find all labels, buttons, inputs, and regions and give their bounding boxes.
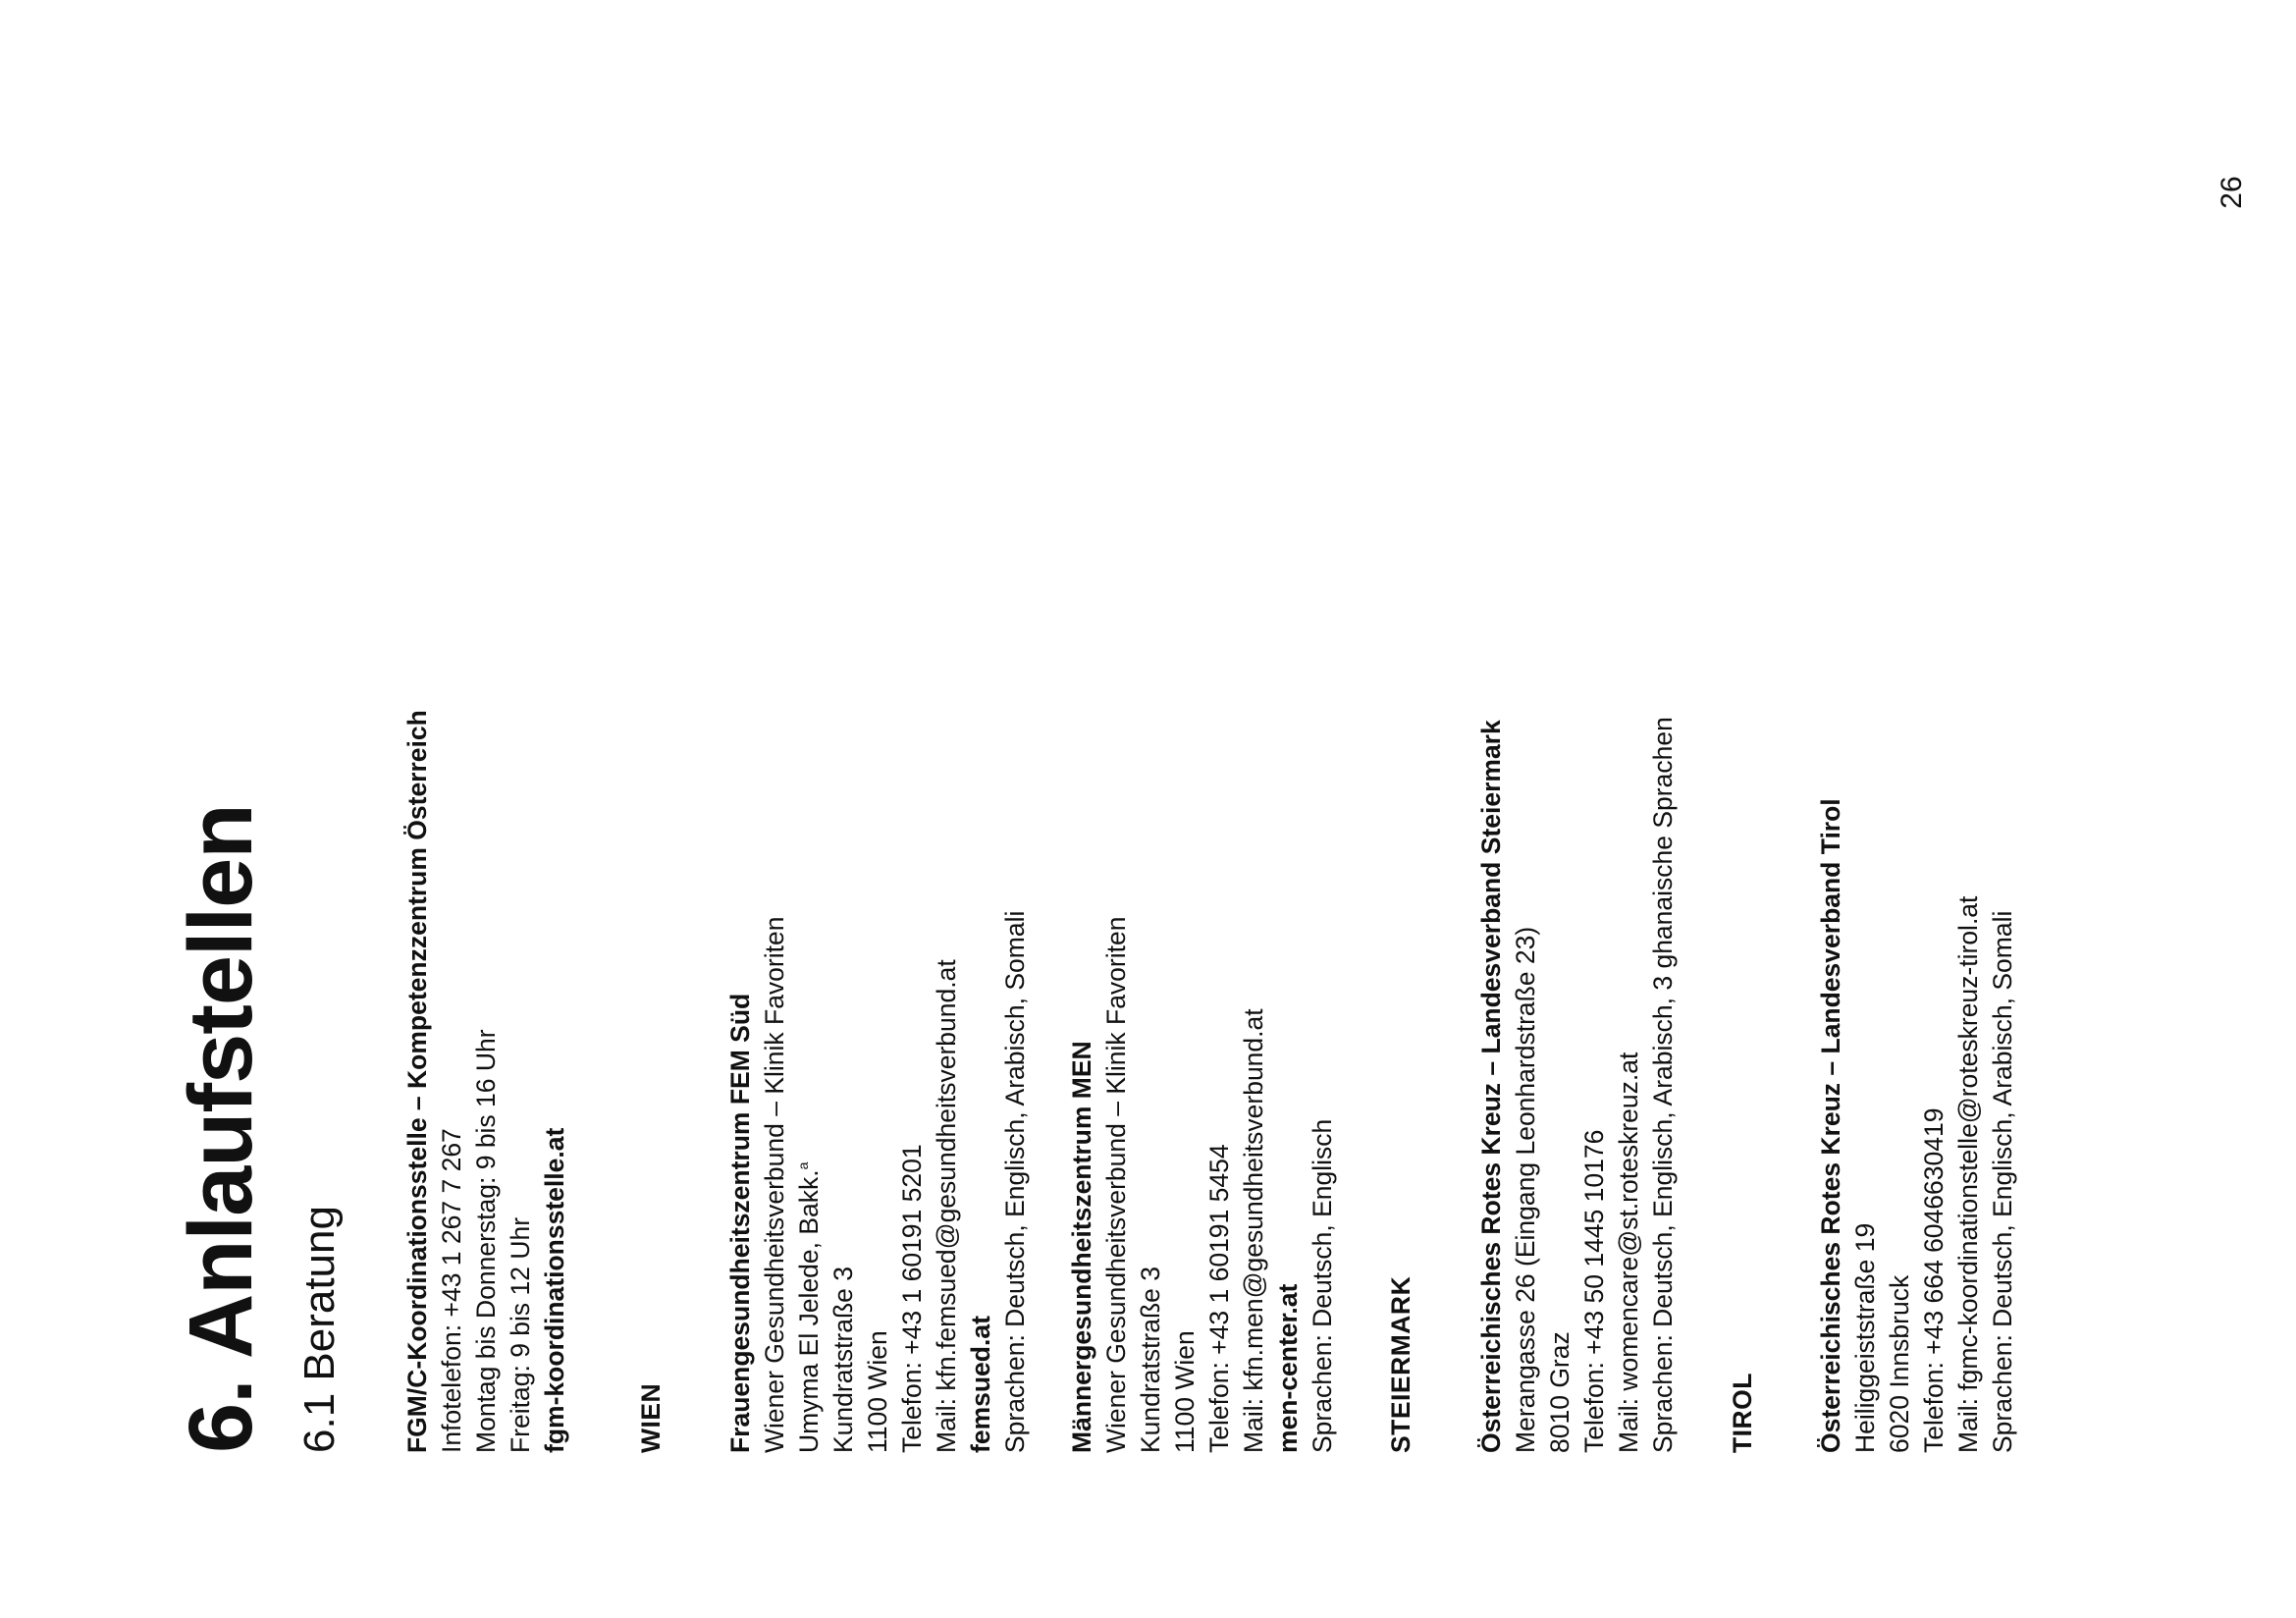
stmk-city: 8010 Graz (1545, 1331, 1575, 1453)
fem-phone: Telefon: +43 1 60191 5201 (897, 1144, 927, 1453)
intro-name: FGM/C-Koordinationsstelle – Kompetenzzentrum Österreich (402, 710, 432, 1453)
tirol-mail[interactable]: Mail: fgmc-koordinationstelle@roteskreuz-tirol.at (1953, 895, 1983, 1453)
fem-sued-block (723, 911, 1033, 1453)
men-phone: Telefon: +43 1 60191 5454 (1204, 1144, 1234, 1453)
stmk-mail[interactable]: Mail: womencare@st.roteskreuz.at (1614, 1052, 1643, 1453)
intro-block (400, 710, 572, 1453)
men-street: Kundratstraße 3 (1136, 1266, 1165, 1453)
fem-name: Frauengesundheitszentrum FEM Süd (725, 993, 755, 1453)
tirol-name: Österreichisches Rotes Kreuz – Landesverband Tirol (1816, 798, 1845, 1453)
tirol-city: 6020 Innsbruck (1885, 1274, 1914, 1453)
stmk-languages: Sprachen: Deutsch, Englisch, Arabisch, 3 ghanaische Sprachen (1648, 717, 1678, 1453)
fem-org: Wiener Gesundheitsverbund – Klinik Favoriten (760, 916, 789, 1453)
section-subtitle: 6.1 Beratung (295, 1206, 344, 1453)
tirol-street: Heiliggeiststraße 19 (1850, 1222, 1880, 1453)
men-org: Wiener Gesundheitsverbund – Klinik Favoriten (1101, 916, 1131, 1453)
men-name: Männergesundheitszentrum MEN (1067, 1041, 1096, 1453)
fem-languages: Sprachen: Deutsch, Englisch, Arabisch, Somali (1000, 910, 1030, 1453)
stmk-phone: Telefon: +43 50 1445 10176 (1579, 1129, 1609, 1453)
fem-street: Kundratstraße 3 (828, 1266, 858, 1453)
region-heading-wien: WIEN (636, 1382, 666, 1453)
men-block (1065, 917, 1340, 1453)
fem-contact: Umyma El Jelede, Bakk. (794, 1169, 824, 1453)
rotated-content (167, 471, 2228, 1453)
region-heading-steiermark: STEIERMARK (1386, 1275, 1415, 1453)
intro-web-link[interactable]: fgm-koordinationsstelle.at (540, 1127, 569, 1453)
steiermark-block (1474, 717, 1681, 1453)
intro-infotelefon: Infotelefon: +43 1 267 7 267 (437, 1128, 466, 1453)
intro-hours-mo-do: Montag bis Donnerstag: 9 bis 16 Uhr (471, 1029, 501, 1453)
tirol-block (1814, 798, 2020, 1453)
page-number: 26 (2216, 176, 2248, 209)
fem-web-link[interactable]: femsued.at (966, 1316, 995, 1453)
men-web-link[interactable]: men-center.at (1273, 1283, 1303, 1453)
stmk-street: Merangasse 26 (Eingang Leonhardstraße 23) (1511, 926, 1540, 1453)
region-heading-tirol: TIROL (1728, 1373, 1757, 1453)
tirol-languages: Sprachen: Deutsch, Englisch, Arabisch, Somali (1988, 910, 2017, 1453)
tirol-phone: Telefon: +43 664 6046630419 (1919, 1107, 1949, 1453)
men-languages: Sprachen: Deutsch, Englisch (1308, 1118, 1337, 1453)
page-title: 6. Anlaufstellen (171, 804, 271, 1453)
men-mail[interactable]: Mail: kfn.men@gesundheitsverbund.at (1239, 1008, 1268, 1453)
fem-mail[interactable]: Mail: kfn.femsued@gesundheitsverbund.at (932, 959, 961, 1453)
intro-hours-fr: Freitag: 9 bis 12 Uhr (506, 1216, 535, 1453)
fem-contact-sup: a (795, 1161, 812, 1170)
fem-city: 1100 Wien (863, 1330, 892, 1453)
fem-contact-line (792, 911, 827, 1453)
men-city: 1100 Wien (1170, 1330, 1200, 1453)
stmk-name: Österreichisches Rotes Kreuz – Landesverband Steiermark (1476, 720, 1506, 1453)
